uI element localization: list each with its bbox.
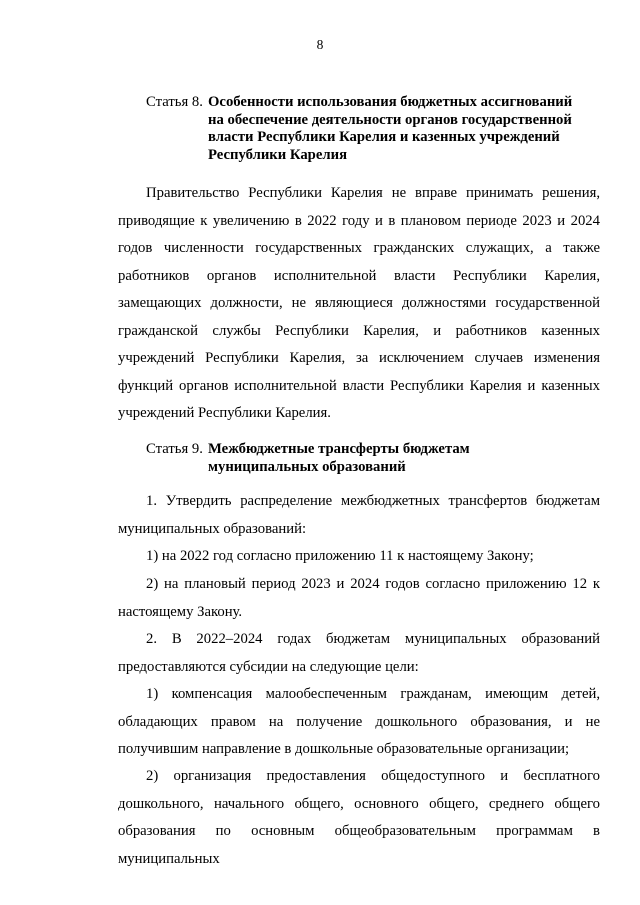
article-9-paragraph: 1. Утвердить распределение межбюджетных трансфертов бюджетам муниципальных образований: [118,493,600,537]
article-8-title-line: Особенности использования бюджетных ассигнований [208,94,573,110]
article-9-paragraph: 2) организация предоставления общедоступного и бесплатного дошкольного, начального общего, основного общего, среднего общего образования по основным общеобразовательным программам в муниципальных [118,768,600,867]
article-9-title-line: Межбюджетные трансферты бюджетам [208,441,470,457]
article-8-label: Статья 8. [146,94,203,110]
page-number: 8 [316,37,324,52]
article-8-heading [146,94,596,164]
article-9-title-line: муниципальных образований [208,458,406,475]
article-8-title-line: власти Республики Карелия и казенных учреждений [208,129,560,146]
article-9-paragraph: 1) компенсация малообеспеченным гражданам, имеющим детей, обладающих правом на получение дошкольного образования, и не получившим направление в дошкольные образовательные организации; [118,686,600,757]
article-9-label: Статья 9. [146,441,203,457]
article-9-paragraph: 1) на 2022 год согласно приложению 11 к настоящему Закону; [146,548,534,564]
article-9-heading [146,441,596,476]
article-8-title-line: Республики Карелия [208,146,348,163]
article-9-paragraph: 2) на плановый период 2023 и 2024 годов согласно приложению 12 к настоящему Закону. [118,576,600,620]
article-8-paragraph: Правительство Республики Карелия не вправе принимать решения, приводящие к увеличению в 2022 году и в плановом периоде 2023 и 2024 годов численности государственных гражданских служащих, а также работников органов исполнительной власти Республики Карелия, замещающих должности, не являющиеся должностями государственной гражданской службы Республики Карелия, и работников казенных учреждений Республики Карелия, за исключением случаев изменения функций органов исполнительной власти Республики Карелия и казенных учреждений Республики Карелия. [118,185,600,421]
article-9-paragraph: 2. В 2022–2024 годах бюджетам муниципальных образований предоставляются субсидии на следующие цели: [118,631,600,675]
article-8-title-line: на обеспечение деятельности органов государственной [208,111,572,128]
